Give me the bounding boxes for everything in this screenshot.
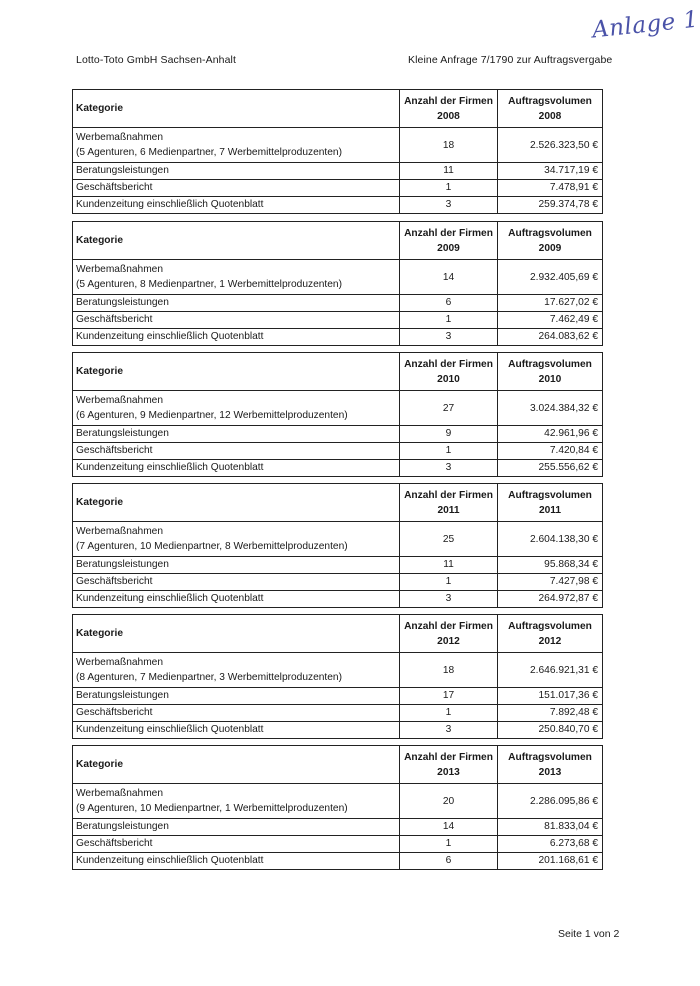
table-row — [73, 260, 603, 295]
row-count: 25 — [400, 522, 498, 557]
row-count: 1 — [400, 443, 498, 460]
table-header-row — [73, 746, 603, 784]
row-count: 3 — [400, 329, 498, 346]
header-kategorie: Kategorie — [73, 222, 400, 260]
row-count: 14 — [400, 819, 498, 836]
table-row — [73, 522, 603, 557]
row-count: 1 — [400, 836, 498, 853]
table-row — [73, 128, 603, 163]
table-row — [73, 688, 603, 705]
row-count: 9 — [400, 426, 498, 443]
header-anzahl: Anzahl der Firmen 2008 — [400, 90, 498, 128]
row-category: Beratungsleistungen — [73, 426, 400, 443]
row-count: 6 — [400, 295, 498, 312]
row-category: Beratungsleistungen — [73, 819, 400, 836]
table-row — [73, 591, 603, 608]
row-category: Geschäftsbericht — [73, 180, 400, 197]
table-row — [73, 653, 603, 688]
row-category: Werbemaßnahmen (6 Agenturen, 9 Medienpartner, 12 Werbemittelproduzenten) — [73, 391, 400, 426]
row-volume: 2.646.921,31 € — [498, 653, 603, 688]
table-header-row — [73, 90, 603, 128]
row-count: 1 — [400, 180, 498, 197]
row-count: 18 — [400, 653, 498, 688]
table-row — [73, 180, 603, 197]
year-table-2010 — [72, 352, 603, 489]
row-count: 14 — [400, 260, 498, 295]
year-table-2009 — [72, 221, 603, 358]
row-category: Werbemaßnahmen (8 Agenturen, 7 Medienpartner, 3 Werbemittelproduzenten) — [73, 653, 400, 688]
row-volume: 7.462,49 € — [498, 312, 603, 329]
table-row — [73, 329, 603, 346]
row-count: 11 — [400, 557, 498, 574]
header-kategorie: Kategorie — [73, 484, 400, 522]
table-row — [73, 557, 603, 574]
header-anzahl: Anzahl der Firmen 2011 — [400, 484, 498, 522]
row-volume: 2.604.138,30 € — [498, 522, 603, 557]
row-category: Kundenzeitung einschließlich Quotenblatt — [73, 460, 400, 477]
header-anzahl: Anzahl der Firmen 2009 — [400, 222, 498, 260]
table-row — [73, 722, 603, 739]
row-category: Beratungsleistungen — [73, 557, 400, 574]
row-volume: 7.427,98 € — [498, 574, 603, 591]
header-volumen: Auftragsvolumen 2008 — [498, 90, 603, 128]
row-count: 11 — [400, 163, 498, 180]
header-inquiry: Kleine Anfrage 7/1790 zur Auftragsvergabe — [408, 54, 613, 66]
table-spacer-row — [73, 870, 603, 883]
row-category: Kundenzeitung einschließlich Quotenblatt — [73, 197, 400, 214]
row-category: Werbemaßnahmen (7 Agenturen, 10 Medienpartner, 8 Werbemittelproduzenten) — [73, 522, 400, 557]
row-volume: 255.556,62 € — [498, 460, 603, 477]
year-table-2008 — [72, 89, 603, 226]
row-category: Kundenzeitung einschließlich Quotenblatt — [73, 722, 400, 739]
row-count: 17 — [400, 688, 498, 705]
row-count: 1 — [400, 705, 498, 722]
table-header-row — [73, 222, 603, 260]
row-count: 27 — [400, 391, 498, 426]
row-count: 3 — [400, 722, 498, 739]
row-volume: 2.286.095,86 € — [498, 784, 603, 819]
row-category: Beratungsleistungen — [73, 295, 400, 312]
row-volume: 201.168,61 € — [498, 853, 603, 870]
page-number: Seite 1 von 2 — [558, 928, 620, 940]
row-category: Geschäftsbericht — [73, 312, 400, 329]
header-kategorie: Kategorie — [73, 90, 400, 128]
row-volume: 42.961,96 € — [498, 426, 603, 443]
row-category: Beratungsleistungen — [73, 163, 400, 180]
header-volumen: Auftragsvolumen 2013 — [498, 746, 603, 784]
row-volume: 17.627,02 € — [498, 295, 603, 312]
table-row — [73, 391, 603, 426]
table-row — [73, 426, 603, 443]
table-row — [73, 836, 603, 853]
row-volume: 7.478,91 € — [498, 180, 603, 197]
row-volume: 95.868,34 € — [498, 557, 603, 574]
header-kategorie: Kategorie — [73, 746, 400, 784]
year-table-2013 — [72, 745, 603, 882]
table-row — [73, 312, 603, 329]
row-category: Werbemaßnahmen (5 Agenturen, 8 Medienpartner, 1 Werbemittelproduzenten) — [73, 260, 400, 295]
table-row — [73, 460, 603, 477]
row-volume: 81.833,04 € — [498, 819, 603, 836]
row-count: 1 — [400, 574, 498, 591]
row-category: Werbemaßnahmen (9 Agenturen, 10 Medienpartner, 1 Werbemittelproduzenten) — [73, 784, 400, 819]
table-header-row — [73, 353, 603, 391]
row-volume: 34.717,19 € — [498, 163, 603, 180]
handwritten-annex-note: Anlage 1 — [590, 6, 700, 44]
header-organization: Lotto-Toto GmbH Sachsen-Anhalt — [76, 54, 236, 66]
header-anzahl: Anzahl der Firmen 2012 — [400, 615, 498, 653]
header-volumen: Auftragsvolumen 2010 — [498, 353, 603, 391]
table-row — [73, 784, 603, 819]
table-row — [73, 163, 603, 180]
row-category: Kundenzeitung einschließlich Quotenblatt — [73, 591, 400, 608]
row-volume: 259.374,78 € — [498, 197, 603, 214]
table-row — [73, 853, 603, 870]
row-volume: 2.932.405,69 € — [498, 260, 603, 295]
header-kategorie: Kategorie — [73, 353, 400, 391]
header-anzahl: Anzahl der Firmen 2010 — [400, 353, 498, 391]
header-kategorie: Kategorie — [73, 615, 400, 653]
row-volume: 7.420,84 € — [498, 443, 603, 460]
year-table-2012 — [72, 614, 603, 751]
row-volume: 7.892,48 € — [498, 705, 603, 722]
row-category: Kundenzeitung einschließlich Quotenblatt — [73, 853, 400, 870]
header-volumen: Auftragsvolumen 2009 — [498, 222, 603, 260]
row-count: 6 — [400, 853, 498, 870]
row-count: 3 — [400, 460, 498, 477]
header-anzahl: Anzahl der Firmen 2013 — [400, 746, 498, 784]
row-category: Geschäftsbericht — [73, 836, 400, 853]
table-row — [73, 443, 603, 460]
table-row — [73, 819, 603, 836]
row-category: Geschäftsbericht — [73, 705, 400, 722]
table-header-row — [73, 615, 603, 653]
row-category: Geschäftsbericht — [73, 443, 400, 460]
table-row — [73, 197, 603, 214]
row-volume: 264.972,87 € — [498, 591, 603, 608]
table-row — [73, 295, 603, 312]
row-volume: 2.526.323,50 € — [498, 128, 603, 163]
row-category: Werbemaßnahmen (5 Agenturen, 6 Medienpartner, 7 Werbemittelproduzenten) — [73, 128, 400, 163]
row-count: 3 — [400, 197, 498, 214]
row-volume: 250.840,70 € — [498, 722, 603, 739]
header-volumen: Auftragsvolumen 2011 — [498, 484, 603, 522]
row-count: 20 — [400, 784, 498, 819]
row-count: 3 — [400, 591, 498, 608]
year-table-2011 — [72, 483, 603, 620]
table-header-row — [73, 484, 603, 522]
row-count: 18 — [400, 128, 498, 163]
row-volume: 6.273,68 € — [498, 836, 603, 853]
row-volume: 264.083,62 € — [498, 329, 603, 346]
row-category: Beratungsleistungen — [73, 688, 400, 705]
table-row — [73, 574, 603, 591]
row-volume: 3.024.384,32 € — [498, 391, 603, 426]
row-volume: 151.017,36 € — [498, 688, 603, 705]
row-count: 1 — [400, 312, 498, 329]
header-volumen: Auftragsvolumen 2012 — [498, 615, 603, 653]
table-row — [73, 705, 603, 722]
row-category: Kundenzeitung einschließlich Quotenblatt — [73, 329, 400, 346]
row-category: Geschäftsbericht — [73, 574, 400, 591]
